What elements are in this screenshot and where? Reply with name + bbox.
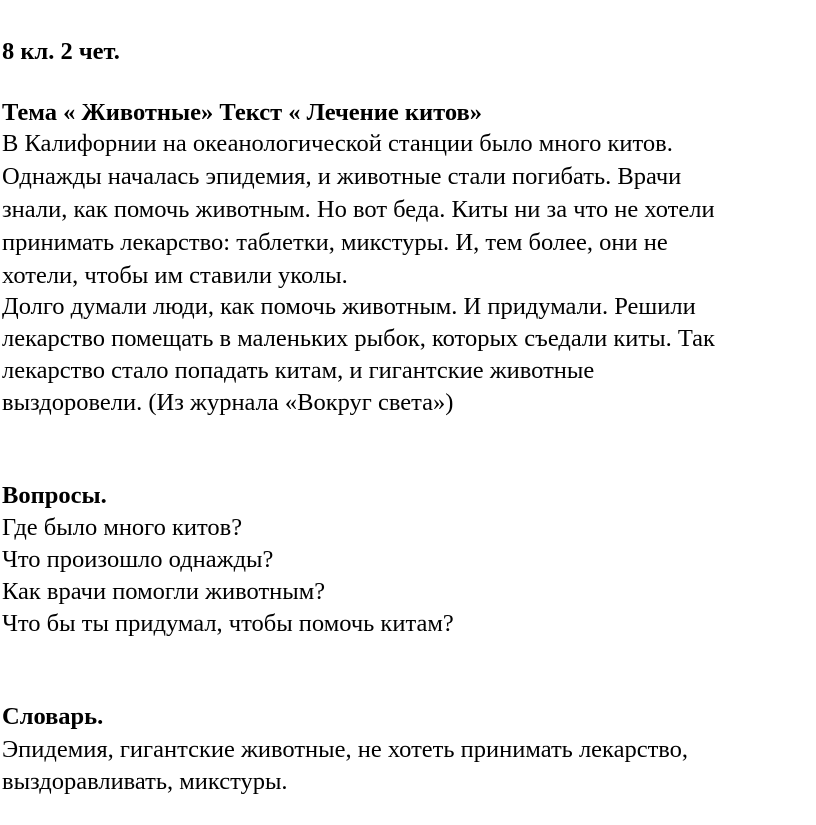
vocabulary-heading: Словарь.: [2, 703, 104, 730]
story-line: Однажды началась эпидемия, и животные стали погибать. Врачи: [2, 163, 682, 190]
question-item: Что бы ты придумал, чтобы помочь китам?: [2, 610, 454, 637]
grade-quarter-header: 8 кл. 2 чет.: [2, 38, 120, 65]
questions-heading: Вопросы.: [2, 482, 107, 509]
story-line: принимать лекарство: таблетки, микстуры. И, тем более, они не: [2, 229, 668, 256]
question-item: Что произошло однажды?: [2, 546, 274, 573]
story-line: хотели, чтобы им ставили уколы.: [2, 262, 348, 289]
story-line: Долго думали люди, как помочь животным. И придумали. Решили: [2, 293, 696, 320]
question-item: Где было много китов?: [2, 514, 243, 541]
story-line: лекарство стало попадать китам, и гигантские животные: [2, 357, 595, 384]
story-line: лекарство помещать в маленьких рыбок, которых съедали киты. Так: [2, 325, 715, 352]
vocabulary-line: выздоравливать, микстуры.: [2, 768, 288, 795]
story-line: В Калифорнии на океанологической станции было много китов.: [2, 130, 673, 157]
story-line: знали, как помочь животным. Но вот беда. Киты ни за что не хотели: [2, 196, 715, 223]
story-line: выздоровели. (Из журнала «Вокруг света»): [2, 389, 454, 416]
vocabulary-line: Эпидемия, гигантские животные, не хотеть принимать лекарство,: [2, 736, 689, 763]
question-item: Как врачи помогли животным?: [2, 578, 326, 605]
topic-title: Тема « Животные» Текст « Лечение китов»: [2, 99, 482, 126]
